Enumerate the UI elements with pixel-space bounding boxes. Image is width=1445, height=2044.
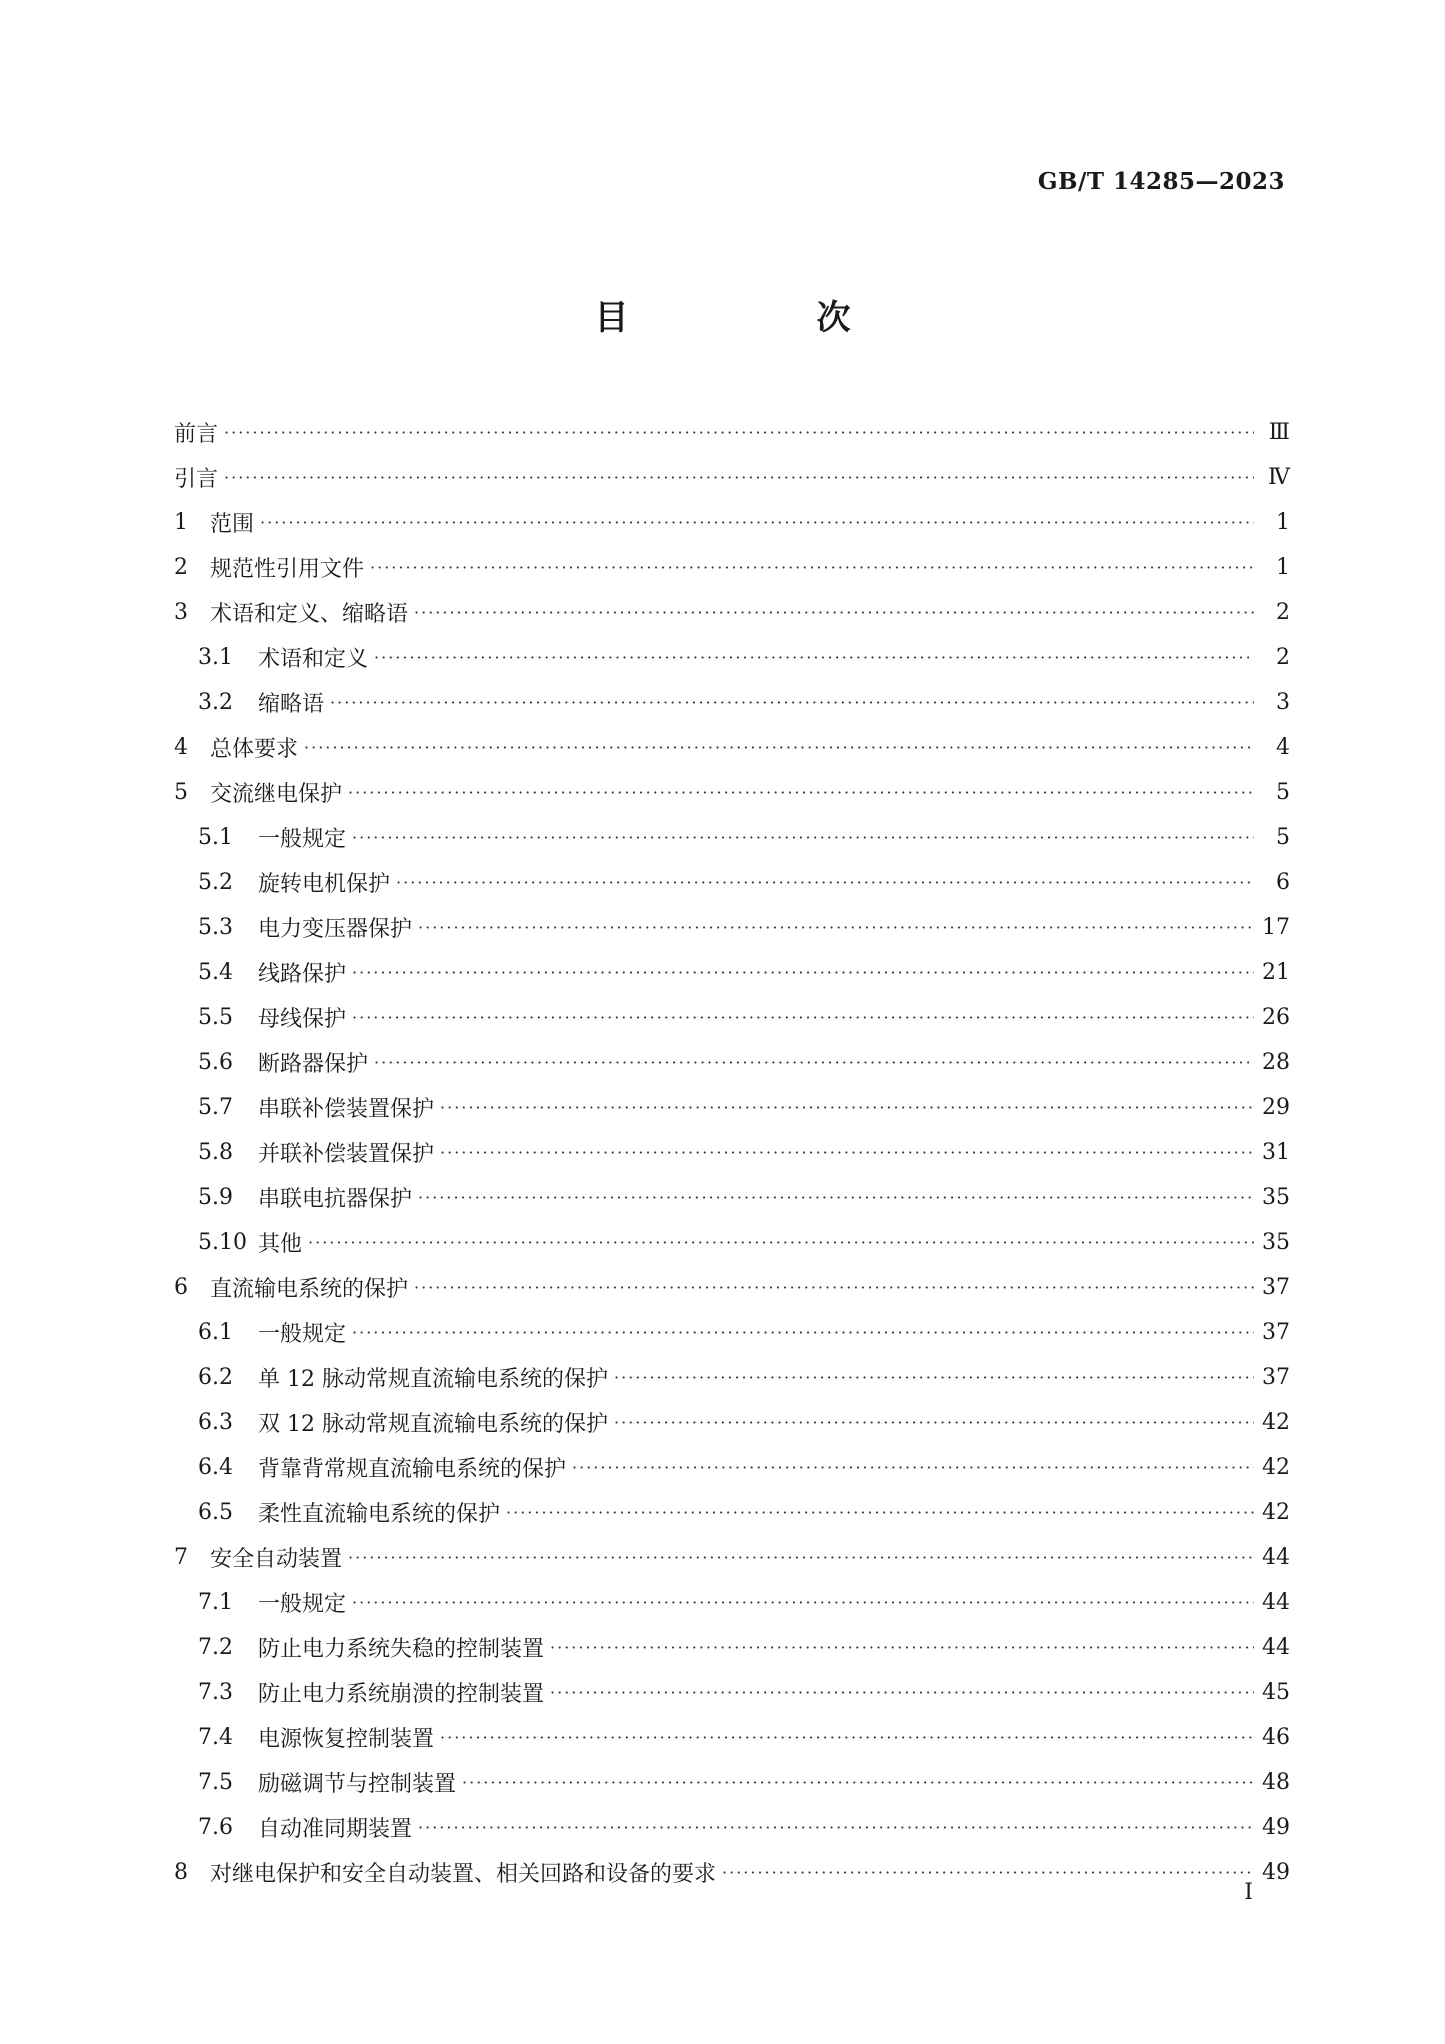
toc-entry-page: 29 (1262, 1095, 1290, 1120)
toc-entry-page: 42 (1262, 1410, 1290, 1435)
dot-leader (614, 1367, 1254, 1389)
toc-entry-page: 5 (1276, 825, 1290, 850)
toc-entry-number: 7.6 (198, 1815, 233, 1840)
toc-entry-label: 一般规定 (258, 1322, 347, 1347)
toc-entry[interactable] (174, 1760, 1290, 1805)
toc-entry-label: 安全自动装置 (210, 1547, 343, 1572)
toc-entry-page: 2 (1276, 600, 1290, 625)
toc-entry[interactable] (174, 1175, 1290, 1220)
dot-leader (440, 1097, 1254, 1119)
toc-entry-page: 6 (1276, 870, 1290, 895)
toc-entry-page: 45 (1262, 1680, 1290, 1705)
dot-leader (506, 1502, 1254, 1524)
toc-entry[interactable] (174, 905, 1290, 950)
toc-entry-number: 6.4 (198, 1455, 233, 1480)
toc-entry-page: 5 (1276, 780, 1290, 805)
toc-entry-label: 对继电保护和安全自动装置、相关回路和设备的要求 (210, 1862, 717, 1887)
toc-entry-label: 双 12 脉动常规直流输电系统的保护 (258, 1412, 608, 1437)
toc-entry-label: 前言 (174, 422, 219, 447)
toc-entry[interactable] (174, 500, 1290, 545)
dot-leader (308, 1232, 1254, 1254)
dot-leader (374, 647, 1254, 669)
dot-leader (418, 1817, 1254, 1839)
toc-entry-label: 背靠背常规直流输电系统的保护 (258, 1457, 567, 1482)
dot-leader (414, 602, 1254, 624)
toc-entry-page: 49 (1262, 1860, 1290, 1885)
toc-entry-label: 自动准同期装置 (258, 1817, 413, 1842)
toc-entry-number: 6.3 (198, 1410, 233, 1435)
toc-entry-label: 并联补偿装置保护 (258, 1142, 435, 1167)
toc-entry-page: 44 (1262, 1590, 1290, 1615)
toc-entry-label: 直流输电系统的保护 (210, 1277, 409, 1302)
toc-entry[interactable] (174, 1490, 1290, 1535)
dot-leader (550, 1682, 1254, 1704)
toc-entry[interactable] (174, 1130, 1290, 1175)
toc-entry-page: 46 (1262, 1725, 1290, 1750)
toc-entry-label: 母线保护 (258, 1007, 347, 1032)
toc-entry[interactable] (174, 1445, 1290, 1490)
toc-entry-label: 电力变压器保护 (258, 917, 413, 942)
toc-entry[interactable] (174, 410, 1290, 455)
toc-entry[interactable] (174, 1040, 1290, 1085)
dot-leader (352, 1007, 1254, 1029)
toc-entry[interactable] (174, 1580, 1290, 1625)
toc-entry-page: 1 (1276, 510, 1290, 535)
toc-entry-number: 6.1 (198, 1320, 233, 1345)
toc-entry-number: 2 (174, 555, 188, 580)
dot-leader (352, 962, 1254, 984)
dot-leader (352, 827, 1254, 849)
dot-leader (348, 1547, 1254, 1569)
toc-entry-label: 防止电力系统失稳的控制装置 (258, 1637, 545, 1662)
toc-entry-number: 5.4 (198, 960, 233, 985)
toc-entry-page: 37 (1262, 1275, 1290, 1300)
toc-entry[interactable] (174, 1085, 1290, 1130)
toc-entry-label: 串联补偿装置保护 (258, 1097, 435, 1122)
toc-entry-page: 31 (1262, 1140, 1290, 1165)
dot-leader (224, 422, 1254, 444)
toc-entry-number: 3.1 (198, 645, 233, 670)
dot-leader (374, 1052, 1254, 1074)
toc-entry-label: 线路保护 (258, 962, 347, 987)
toc-entry-label: 其他 (258, 1232, 303, 1257)
toc-entry-page: 26 (1262, 1005, 1290, 1030)
toc-entry-page: 28 (1262, 1050, 1290, 1075)
dot-leader (722, 1862, 1254, 1884)
toc-entry[interactable] (174, 680, 1290, 725)
toc-entry-page: Ⅲ (1268, 420, 1290, 445)
toc-entry[interactable] (174, 1265, 1290, 1310)
toc-entry[interactable] (174, 1805, 1290, 1850)
toc-entry-page: 44 (1262, 1635, 1290, 1660)
toc-entry-label: 术语和定义、缩略语 (210, 602, 409, 627)
dot-leader (352, 1322, 1254, 1344)
dot-leader (550, 1637, 1254, 1659)
toc-entry[interactable] (174, 1220, 1290, 1265)
toc-entry-page: 44 (1262, 1545, 1290, 1570)
toc-entry-page: 21 (1262, 960, 1290, 985)
toc-entry-number: 5.6 (198, 1050, 233, 1075)
dot-leader (260, 512, 1254, 534)
toc-entry-label: 交流继电保护 (210, 782, 343, 807)
toc-entry-number: 7.3 (198, 1680, 233, 1705)
dot-leader (348, 782, 1254, 804)
toc-entry-number: 5.2 (198, 870, 233, 895)
toc-entry-label: 电源恢复控制装置 (258, 1727, 435, 1752)
toc-entry-label: 范围 (210, 512, 255, 537)
toc-entry-number: 6.5 (198, 1500, 233, 1525)
dot-leader (304, 737, 1254, 759)
toc-entry[interactable] (174, 1625, 1290, 1670)
page-folio: I (1244, 1880, 1253, 1905)
toc-entry-number: 5.5 (198, 1005, 233, 1030)
toc-entry-label: 一般规定 (258, 827, 347, 852)
toc-entry-page: 37 (1262, 1320, 1290, 1345)
toc-entry-number: 8 (174, 1860, 188, 1885)
toc-entry-label: 术语和定义 (258, 647, 369, 672)
dot-leader (440, 1142, 1254, 1164)
table-of-contents (174, 410, 1290, 1895)
toc-entry-number: 7.1 (198, 1590, 233, 1615)
toc-entry-number: 6.2 (198, 1365, 233, 1390)
toc-entry-page: 4 (1276, 735, 1290, 760)
toc-entry-page: 1 (1276, 555, 1290, 580)
toc-entry-number: 7.5 (198, 1770, 233, 1795)
dot-leader (370, 557, 1254, 579)
toc-entry-number: 7.2 (198, 1635, 233, 1660)
dot-leader (614, 1412, 1254, 1434)
toc-entry[interactable] (174, 725, 1290, 770)
dot-leader (462, 1772, 1254, 1794)
toc-entry-label: 单 12 脉动常规直流输电系统的保护 (258, 1367, 608, 1392)
toc-entry-number: 4 (174, 735, 188, 760)
toc-title: 目 次 (594, 298, 891, 338)
toc-entry[interactable] (174, 545, 1290, 590)
toc-entry-page: 17 (1262, 915, 1290, 940)
toc-entry[interactable] (174, 590, 1290, 635)
standard-code: GB/T 14285—2023 (1037, 168, 1285, 195)
dot-leader (224, 467, 1254, 489)
toc-entry-page: 2 (1276, 645, 1290, 670)
toc-entry[interactable] (174, 770, 1290, 815)
toc-entry-number: 5 (174, 780, 188, 805)
toc-entry-page: 49 (1262, 1815, 1290, 1840)
toc-entry-number: 6 (174, 1275, 188, 1300)
toc-entry[interactable] (174, 1670, 1290, 1715)
dot-leader (352, 1592, 1254, 1614)
toc-entry-number: 5.3 (198, 915, 233, 940)
toc-entry[interactable] (174, 1535, 1290, 1580)
toc-entry-label: 断路器保护 (258, 1052, 369, 1077)
toc-entry-label: 一般规定 (258, 1592, 347, 1617)
dot-leader (440, 1727, 1254, 1749)
toc-entry-number: 3 (174, 600, 188, 625)
toc-entry-number: 7.4 (198, 1725, 233, 1750)
toc-entry-label: 旋转电机保护 (258, 872, 391, 897)
toc-entry[interactable] (174, 995, 1290, 1040)
toc-entry[interactable] (174, 950, 1290, 995)
toc-entry[interactable] (174, 815, 1290, 860)
toc-entry-page: 3 (1276, 690, 1290, 715)
dot-leader (418, 1187, 1254, 1209)
toc-entry-page: 35 (1262, 1185, 1290, 1210)
toc-entry-label: 缩略语 (258, 692, 325, 717)
toc-entry-number: 5.10 (198, 1230, 247, 1255)
toc-entry-label: 总体要求 (210, 737, 299, 762)
toc-entry-page: 42 (1262, 1500, 1290, 1525)
dot-leader (396, 872, 1254, 894)
toc-entry-page: 48 (1262, 1770, 1290, 1795)
toc-entry-number: 1 (174, 510, 188, 535)
toc-entry[interactable] (174, 860, 1290, 905)
toc-entry[interactable] (174, 1355, 1290, 1400)
toc-entry-number: 7 (174, 1545, 188, 1570)
toc-entry-label: 串联电抗器保护 (258, 1187, 413, 1212)
toc-entry[interactable] (174, 1850, 1290, 1895)
toc-entry-label: 引言 (174, 467, 219, 492)
toc-entry[interactable] (174, 1310, 1290, 1355)
toc-entry[interactable] (174, 1400, 1290, 1445)
dot-leader (572, 1457, 1254, 1479)
dot-leader (330, 692, 1254, 714)
toc-entry[interactable] (174, 455, 1290, 500)
toc-entry[interactable] (174, 1715, 1290, 1760)
toc-entry-number: 3.2 (198, 690, 233, 715)
dot-leader (418, 917, 1254, 939)
toc-entry-number: 5.8 (198, 1140, 233, 1165)
toc-entry-label: 防止电力系统崩溃的控制装置 (258, 1682, 545, 1707)
toc-entry-page: 37 (1262, 1365, 1290, 1390)
toc-entry-number: 5.1 (198, 825, 233, 850)
toc-entry-page: 35 (1262, 1230, 1290, 1255)
toc-entry-label: 励磁调节与控制装置 (258, 1772, 457, 1797)
toc-entry-label: 柔性直流输电系统的保护 (258, 1502, 501, 1527)
toc-entry-number: 5.7 (198, 1095, 233, 1120)
toc-entry-page: 42 (1262, 1455, 1290, 1480)
toc-entry[interactable] (174, 635, 1290, 680)
toc-entry-page: Ⅳ (1268, 465, 1290, 490)
dot-leader (414, 1277, 1254, 1299)
toc-entry-label: 规范性引用文件 (210, 557, 365, 582)
toc-entry-number: 5.9 (198, 1185, 233, 1210)
